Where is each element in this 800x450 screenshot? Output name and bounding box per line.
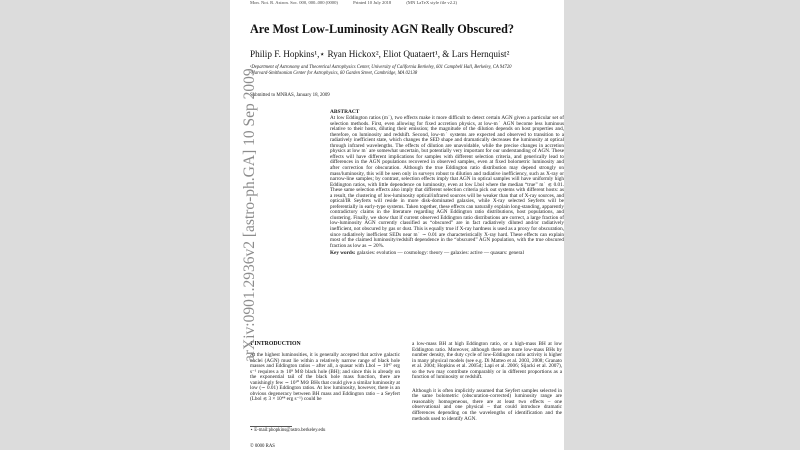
left-column bbox=[250, 353, 400, 403]
author-list: Philip F. Hopkins¹,⋆ Ryan Hickox², Eliot Quataert¹, & Lars Hernquist² bbox=[250, 49, 510, 59]
author-email-footnote: ⋆ E-mail:phopkins@astro.berkeley.edu bbox=[250, 428, 326, 433]
intro-paragraph-3: Although it is often implicitly assumed that Seyfert samples selected in the same bolometric (obscuration-corrected) luminosity range are reasonably homogeneous, there are at least two effects – one observational and one physical – that could introduce dramatic differences depending on the wavelengths of identification and the methods used to identify AGN. bbox=[412, 387, 562, 422]
submission-note: Submitted to MNRAS, January 18, 2009 bbox=[250, 93, 330, 98]
keywords-text: galaxies: evolution — cosmology: theory — galaxies: active — quasars: general bbox=[356, 250, 524, 257]
style-file: (MN LaTeX style file v2.2) bbox=[406, 0, 457, 5]
right-column bbox=[412, 342, 562, 422]
abstract-text: At low Eddington ratios (m˙), two effects make it more difficult to detect certain AGN given a particular set of selection methods. First, even allowing for fixed accretion physics, at low-m˙ AGN become less luminous relative to their hosts, diluting their emission; the magnitude of the dilution depends on host properties and, therefore, on luminosity and redshift. Second, low-m˙ systems are expected and observed to transition to a radiatively inefficient state, which changes the SED shape and dramatically decreases the luminosity at optical through infrared wavelengths. The effects of dilution are unavoidable, while the precise changes in accretion physics at low m˙ are somewhat uncertain, but potentially very important for our understanding of AGN. These effects will have different implications for samples with different selection criteria, and generically lead to differences in the AGN populations recovered in observed samples, even at fixed bolometric luminosity and after correction for obscuration. Although the true Eddington ratio distribution may depend strongly on mass/luminosity, this will be seen only in surveys robust to dilution and radiative inefficiency, such as X-ray or narrow-line samples; by contrast, selection effects imply that AGN in optical samples will have uniformly high Eddington ratios, with little dependence on luminosity, even at low Lbol where the median “true” m˙ ≲ 0.01. These same selection effects also imply that different selection criteria pick out systems with different hosts: as a result, the clustering of low-luminosity optical/infrared sources will be weaker than that of X-ray sources, and optical/IR Seyferts will reside in more disk-dominated galaxies, while X-ray selected Seyferts will be preferentially in early-type systems. Taken together, these effects can naturally explain long-standing, apparently contradictory claims in the literature regarding AGN Eddington ratio distributions, host populations, and clustering. Finally, we show that if current observed Eddington ratio distributions are correct, a large fraction of low-luminosity AGN currently classified as “obscured” are in fact radiatively diluted and/or radiatively inefficient, not obscured by gas or dust. This is equally true if X-ray hardness is used as a proxy for obscuration, since radiatively inefficient SEDs near m˙ ∼ 0.01 are characteristically X-ray hard. These effects can explain most of the claimed luminosity/redshift dependence in the “obscured” AGN population, with the true obscured fraction as low as ∼ 20%. bbox=[330, 115, 564, 249]
keywords-label: Key words: bbox=[330, 250, 356, 257]
printed-date: Printed 10 July 2018 bbox=[353, 0, 392, 5]
journal-citation: Mon. Not. R. Astron. Soc. 000, 000–000 (0000) bbox=[250, 0, 338, 5]
intro-paragraph-2: a low-mass BH at high Eddington ratio, or a high-mass BH at low Eddington ratio. Moreover, although there are more low-mass BHs by number density, the duty cycle of low-Eddington ratio activity is higher in many physical models (see e.g. Di Matteo et al. 2003, 2008; Granato et al. 2004; Hopkins et al. 2005d; Lapi et al. 2006; Sijacki et al. 2007), so the two may contribute comparably or in different proportions as a function of luminosity or redshift. bbox=[412, 341, 562, 381]
section-heading-introduction: 1 INTRODUCTION bbox=[250, 341, 301, 347]
abstract-block bbox=[330, 110, 564, 257]
affiliation-2: ²Harvard-Smithsonian Center for Astrophysics, 60 Garden Street, Cambridge, MA 02138 bbox=[250, 71, 418, 76]
arxiv-identifier-stamp: arXiv:0901.2936v2 [astro-ph.GA] 10 Sep 2009 bbox=[241, 68, 258, 362]
affiliation-1: ¹Department of Astronomy and Theoretical Astrophysics Center, University of California Berkeley, 601 Campbell Hall, Berkeley, CA 94720 bbox=[250, 65, 512, 70]
keywords-line bbox=[330, 251, 564, 257]
running-header bbox=[250, 0, 471, 5]
paper-title: Are Most Low-Luminosity AGN Really Obscured? bbox=[250, 22, 514, 36]
intro-paragraph-1: At the highest luminosities, it is generally accepted that active galactic nuclei (AGN) must lie within a relatively narrow range of black hole masses and Eddington ratios – after all, a quasar with Lbol ∼ 10⁴⁷ erg s⁻¹ requires a ≳ 10⁹ M⊙ black hole (BH); and since this is already on the exponential tail of the black hole mass function, there are vanishingly few ∼ 10¹⁰ M⊙ BHs that could give a similar luminosity at low (∼ 0.01) Eddington ratios. At low luminosity, however, there is an obvious degeneracy between BH mass and Eddington ratio – a Seyfert (Lbol ≲ 3 × 10⁴⁴ erg s⁻¹) could be bbox=[250, 352, 400, 403]
footnote-divider bbox=[250, 426, 292, 427]
copyright-notice: © 0000 RAS bbox=[250, 444, 275, 449]
paper-page bbox=[230, 0, 564, 450]
abstract-heading: ABSTRACT bbox=[330, 109, 360, 115]
viewer-background bbox=[564, 0, 800, 450]
